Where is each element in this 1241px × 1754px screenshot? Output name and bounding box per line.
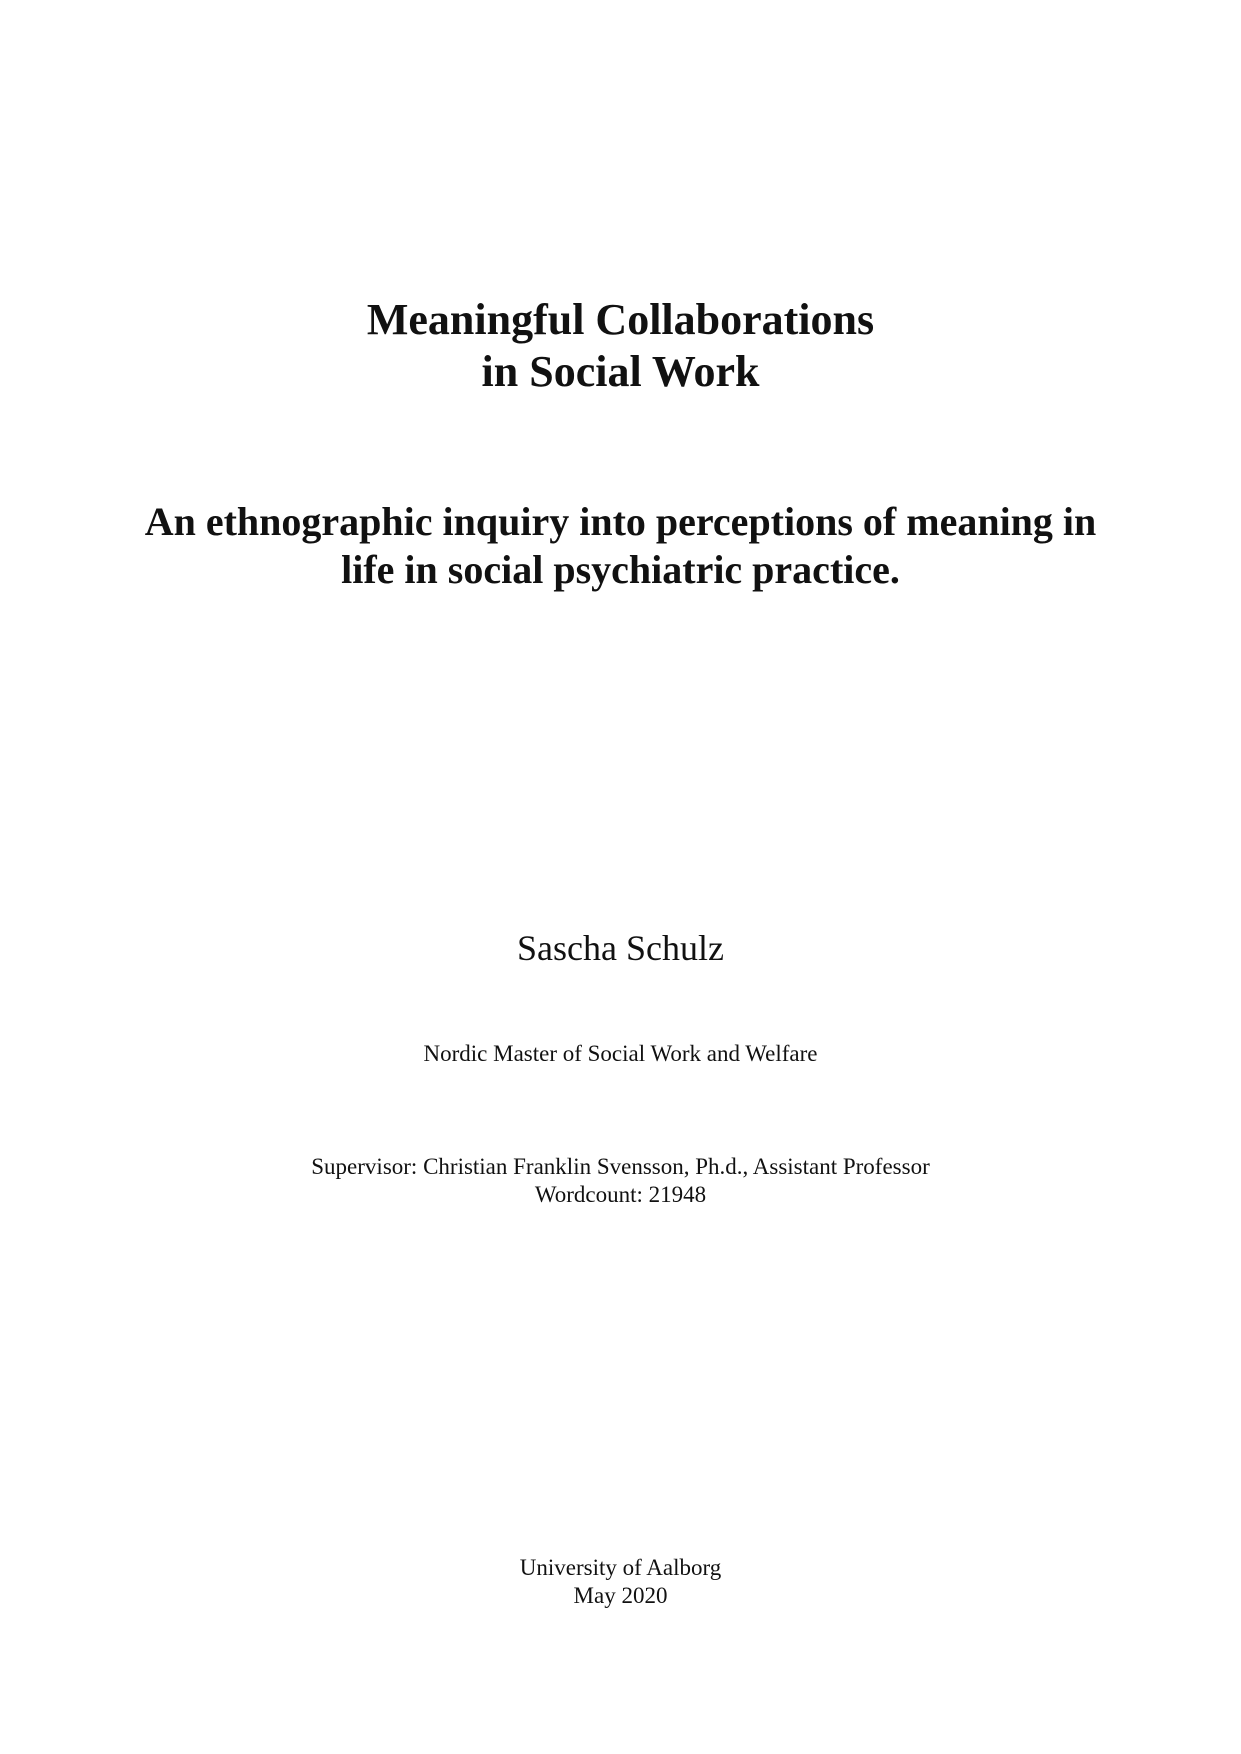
thesis-subtitle-line-2: life in social psychiatric practice. [341, 547, 900, 592]
supervisor-line: Supervisor: Christian Franklin Svensson, Ph.d., Assistant Professor [311, 1154, 930, 1179]
wordcount-line: Wordcount: 21948 [534, 1182, 707, 1207]
thesis-title-line-2: in Social Work [481, 347, 760, 396]
program-name: Nordic Master of Social Work and Welfare [423, 1041, 818, 1066]
institution-name: University of Aalborg [519, 1555, 722, 1580]
author-name: Sascha Schulz [517, 928, 724, 968]
thesis-title-line-1: Meaningful Collaborations [366, 295, 875, 344]
submission-date: May 2020 [573, 1583, 668, 1608]
thesis-subtitle-line-1: An ethnographic inquiry into perceptions of meaning in [144, 499, 1097, 544]
